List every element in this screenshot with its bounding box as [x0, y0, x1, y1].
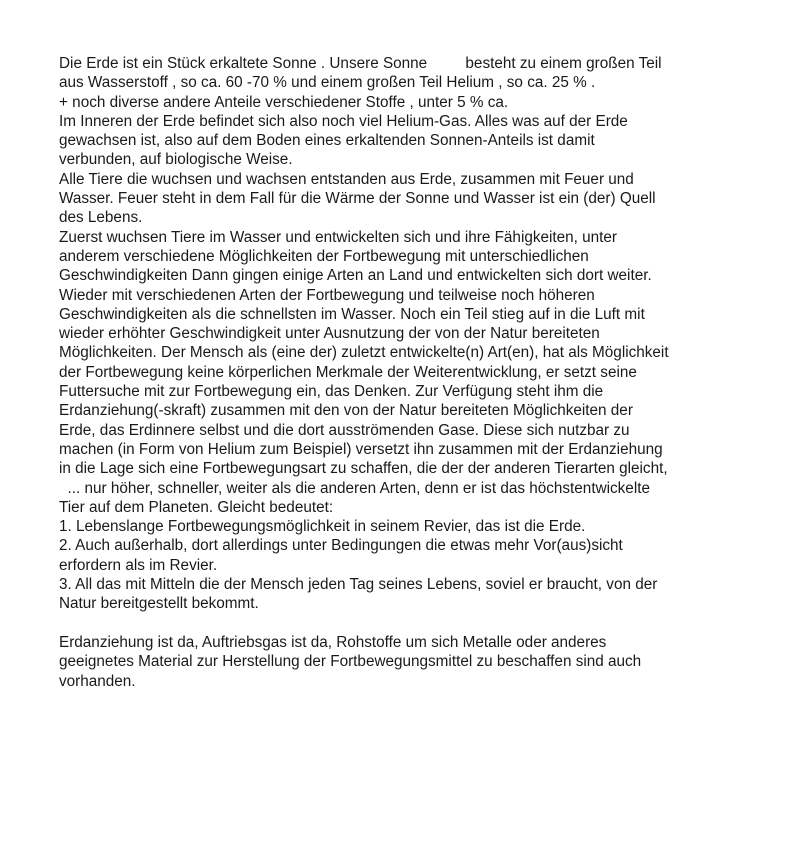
- text-line: des Lebens.: [59, 209, 143, 227]
- text-line: der Fortbewegung keine körperlichen Merkmale der Weiterentwicklung, er setzt seine: [59, 363, 637, 381]
- list-item-3-continued: Natur bereitgestellt bekommt.: [59, 595, 259, 613]
- list-item-2: 2. Auch außerhalb, dort allerdings unter Bedingungen die etwas mehr Vor(aus)sicht: [59, 537, 623, 555]
- text-line: Im Inneren der Erde befindet sich also noch viel Helium-Gas. Alles was auf der Erde: [59, 112, 628, 130]
- text-line: in die Lage sich eine Fortbewegungsart zu schaffen, die der der anderen Tierarten gleicht,: [59, 460, 668, 478]
- document-body: [59, 54, 759, 691]
- text-line: vorhanden.: [59, 672, 136, 690]
- list-item-3: 3. All das mit Mitteln die der Mensch jeden Tag seines Lebens, soviel er braucht, von der: [59, 576, 658, 594]
- text-line: Die Erde ist ein Stück erkaltete Sonne . Unsere Sonne besteht zu einem großen Teil: [59, 55, 662, 72]
- text-line: Tier auf dem Planeten. Gleicht bedeutet:: [59, 498, 334, 516]
- text-line: aus Wasserstoff , so ca. 60 -70 % und einem großen Teil Helium , so ca. 25 % .: [59, 74, 596, 92]
- text-line: Möglichkeiten. Der Mensch als (eine der) zuletzt entwickelte(n) Art(en), hat als Möglichkeit: [59, 344, 669, 362]
- list-item-1: 1. Lebenslange Fortbewegungsmöglichkeit in seinem Revier, das ist die Erde.: [59, 518, 586, 536]
- text-line: Futtersuche mit zur Fortbewegung ein, das Denken. Zur Verfügung steht ihm die: [59, 383, 604, 401]
- text-line: + noch diverse andere Anteile verschiedener Stoffe , unter 5 % ca.: [59, 93, 509, 111]
- text-line: ... nur höher, schneller, weiter als die anderen Arten, denn er ist das höchstentwickelte: [59, 479, 650, 497]
- text-line: wieder erhöhter Geschwindigkeit unter Ausnutzung der von der Natur bereiteten: [59, 325, 600, 343]
- text-line: Alle Tiere die wuchsen und wachsen entstanden aus Erde, zusammen mit Feuer und: [59, 170, 634, 188]
- text-line: geeignetes Material zur Herstellung der Fortbewegungsmittel zu beschaffen sind auch: [59, 653, 642, 671]
- paragraph-block-final: [59, 633, 759, 691]
- text-line: Erdanziehung(-skraft) zusammen mit den von der Natur bereiteten Möglichkeiten der: [59, 402, 633, 420]
- text-line: Zuerst wuchsen Tiere im Wasser und entwickelten sich und ihre Fähigkeiten, unter: [59, 228, 618, 246]
- paragraph-block-main: [59, 54, 759, 614]
- text-line: Wieder mit verschiedenen Arten der Fortbewegung und teilweise noch höheren: [59, 286, 595, 304]
- text-line: Erde, das Erdinnere selbst und die dort ausströmenden Gase. Diese sich nutzbar zu: [59, 421, 630, 439]
- text-line: gewachsen ist, also auf dem Boden eines erkaltenden Sonnen-Anteils ist damit: [59, 132, 595, 150]
- text-line: anderem verschiedene Möglichkeiten der Fortbewegung mit unterschiedlichen: [59, 247, 589, 265]
- text-line: Geschwindigkeiten als die schnellsten im Wasser. Noch ein Teil stieg auf in die Luft mit: [59, 305, 645, 323]
- text-line: Wasser. Feuer steht in dem Fall für die Wärme der Sonne und Wasser ist ein (der) Quell: [59, 190, 656, 208]
- paragraph-gap: [59, 614, 759, 633]
- text-line: Erdanziehung ist da, Auftriebsgas ist da, Rohstoffe um sich Metalle oder anderes: [59, 633, 607, 651]
- text-line: machen (in Form von Helium zum Beispiel) versetzt ihn zusammen mit der Erdanziehung: [59, 440, 663, 458]
- text-line: Geschwindigkeiten Dann gingen einige Arten an Land und entwickelten sich dort weiter.: [59, 267, 652, 285]
- list-item-2-continued: erfordern als im Revier.: [59, 556, 218, 574]
- text-line: verbunden, auf biologische Weise.: [59, 151, 293, 169]
